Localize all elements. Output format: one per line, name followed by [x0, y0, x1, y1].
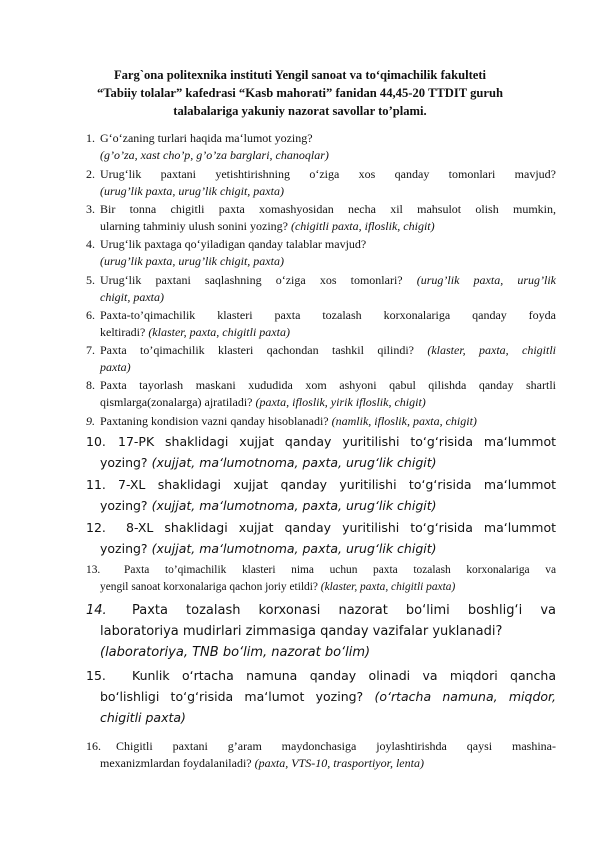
answer-keywords: (klaster, paxta, chigitli paxta)	[148, 324, 290, 339]
answer-keywords-cont: paxta)	[100, 359, 131, 374]
question-8	[86, 377, 556, 411]
question-text: G‘o‘zaning turlari haqida ma‘lumot yozing?	[100, 131, 313, 145]
question-number: 4.	[86, 237, 95, 251]
answer-keywords: (paxta, ifloslik, yirik ifloslik, chigit)	[255, 394, 426, 409]
answer-keywords: (xujjat, ma‘lumotnoma, paxta, urug‘lik chigit)	[151, 498, 437, 513]
question-text-cont: yozing?	[100, 455, 148, 470]
question-number: 16.	[86, 739, 101, 753]
question-number: 8.	[86, 378, 95, 392]
question-7	[86, 342, 556, 376]
question-text: 8-XL shaklidagi xujjat qanday yuritilishi to‘g‘risida ma‘lummot	[126, 520, 556, 535]
question-text: 7-XL shaklidagi xujjat qanday yuritilishi to‘g‘risida ma‘lummot	[118, 477, 556, 492]
question-number: 5.	[86, 273, 95, 287]
question-text: Paxta-to’qimachilik klasteri paxta tozalash korxonalariga qanday foyda	[100, 308, 556, 322]
question-text-cont: yozing?	[100, 541, 148, 556]
answer-keywords: (g’o’za, xast cho’p, g’o’za barglari, chanoqlar)	[100, 147, 329, 162]
question-number: 14.	[86, 603, 107, 618]
question-16	[86, 738, 556, 772]
question-text: Urug‘lik paxtani yetishtirishning o‘ziga xos qanday tomonlari mavjud?	[100, 167, 556, 181]
question-text: 17-PK shaklidagi xujjat qanday yuritilishi to‘g‘risida ma‘lummot	[118, 434, 556, 449]
question-text: Paxta tozalash korxonasi nazorat bo‘limi boshlig‘i va	[132, 603, 556, 618]
question-text-cont: laboratoriya mudirlari zimmasiga qanday vazifalar yuklanadi?	[100, 624, 503, 639]
question-number: 6.	[86, 308, 95, 322]
question-number: 7.	[86, 343, 95, 357]
question-text: Urug‘lik paxtaga qo‘yiladigan qanday talablar mavjud?	[100, 237, 367, 251]
question-text: Paxta to’qimachilik klasteri nima uchun paxta tozalash korxonalariga va	[124, 564, 556, 576]
answer-keywords: (o‘rtacha namuna, miqdor,	[374, 689, 556, 704]
answer-keywords: (laboratoriya, TNB bo‘lim, nazorat bo‘lim)	[100, 645, 371, 660]
question-number: 9.	[86, 414, 95, 428]
answer-keywords: (namlik, ifloslik, paxta, chigit)	[331, 414, 477, 428]
answer-keywords: (urug’lik paxta, urug’lik	[416, 273, 556, 287]
answer-keywords: (chigitli paxta, ifloslik, chigit)	[290, 218, 435, 233]
answer-keywords: (urug’lik paxta, urug’lik chigit, paxta)	[100, 253, 284, 268]
question-text-cont: ularning tahminiy ulush sonini yozing?	[100, 218, 288, 233]
answer-keywords-cont: chigit, paxta)	[100, 289, 164, 304]
question-number: 2.	[86, 167, 95, 181]
header-line-3: talabalariga yakuniy nazorat savollar to’plami.	[173, 104, 427, 118]
answer-keywords: (urug’lik paxta, urug’lik chigit, paxta)	[100, 183, 284, 198]
question-2	[86, 166, 556, 200]
question-6	[86, 307, 556, 341]
question-text-cont: mexanizmlardan foydalaniladi?	[100, 755, 252, 770]
question-3	[86, 201, 556, 235]
question-number: 10.	[86, 434, 106, 449]
answer-keywords-cont: chigitli paxta)	[100, 710, 186, 725]
question-text-cont: keltiradi?	[100, 324, 146, 339]
question-12	[86, 517, 556, 559]
answer-keywords: (xujjat, ma‘lumotnoma, paxta, urug‘lik chigit)	[151, 541, 437, 556]
answer-keywords: (xujjat, ma‘lumotnoma, paxta, urug‘lik chigit)	[151, 455, 437, 470]
question-text-cont: yozing?	[100, 498, 148, 513]
question-number: 13.	[86, 564, 101, 576]
question-10	[86, 431, 556, 473]
question-text: Paxta to’qimachilik klasteri qachondan tashkil qilindi?	[100, 343, 414, 357]
answer-keywords: (klaster, paxta, chigitli paxta)	[320, 580, 456, 593]
question-text: Urug‘lik paxtani saqlashning o‘ziga xos tomonlari?	[100, 273, 403, 287]
question-14	[86, 600, 556, 663]
question-9	[86, 413, 556, 430]
question-text: Bir tonna chigitli paxta xomashyosidan necha xil mahsulot olish mumkin,	[100, 202, 556, 216]
question-text: Paxtaning kondision vazni qanday hisoblanadi?	[100, 414, 329, 428]
question-text-cont: bo‘lishligi to‘g‘risida ma‘lumot yozing?	[100, 689, 364, 704]
question-number: 3.	[86, 202, 95, 216]
question-text: Paxta tayorlash maskani xududida xom ashyoni qabul qilishda qanday shartli	[100, 378, 556, 392]
question-15	[86, 665, 556, 728]
question-1	[86, 130, 556, 164]
answer-keywords: (paxta, VTS-10, trasportiyor, lenta)	[254, 755, 424, 770]
header-line-2: “Tabiiy tolalar” kafedrasi “Kasb mahorati” fanidan 44,45-20 TTDIT guruh	[97, 86, 503, 100]
question-text: Kunlik o‘rtacha namuna qanday olinadi va miqdori qancha	[132, 668, 556, 683]
question-number: 1.	[86, 131, 95, 145]
question-11	[86, 474, 556, 516]
question-text: Chigitli paxtani g’aram maydonchasiga joylashtirishda qaysi mashina-	[116, 739, 556, 753]
question-text-cont: qismlarga(zonalarga) ajratiladi?	[100, 394, 253, 409]
question-5	[86, 272, 556, 306]
question-13	[86, 562, 556, 596]
question-number: 15.	[86, 668, 106, 683]
question-number: 11.	[86, 477, 106, 492]
question-text-cont: yengil sanoat korxonalariga qachon joriy etildi?	[100, 580, 318, 593]
header-line-1: Farg`ona politexnika instituti Yengil sanoat va to‘qimachilik fakulteti	[113, 68, 487, 82]
question-4	[86, 236, 556, 270]
answer-keywords: (klaster, paxta, chigitli	[427, 343, 556, 357]
question-number: 12.	[86, 520, 106, 535]
